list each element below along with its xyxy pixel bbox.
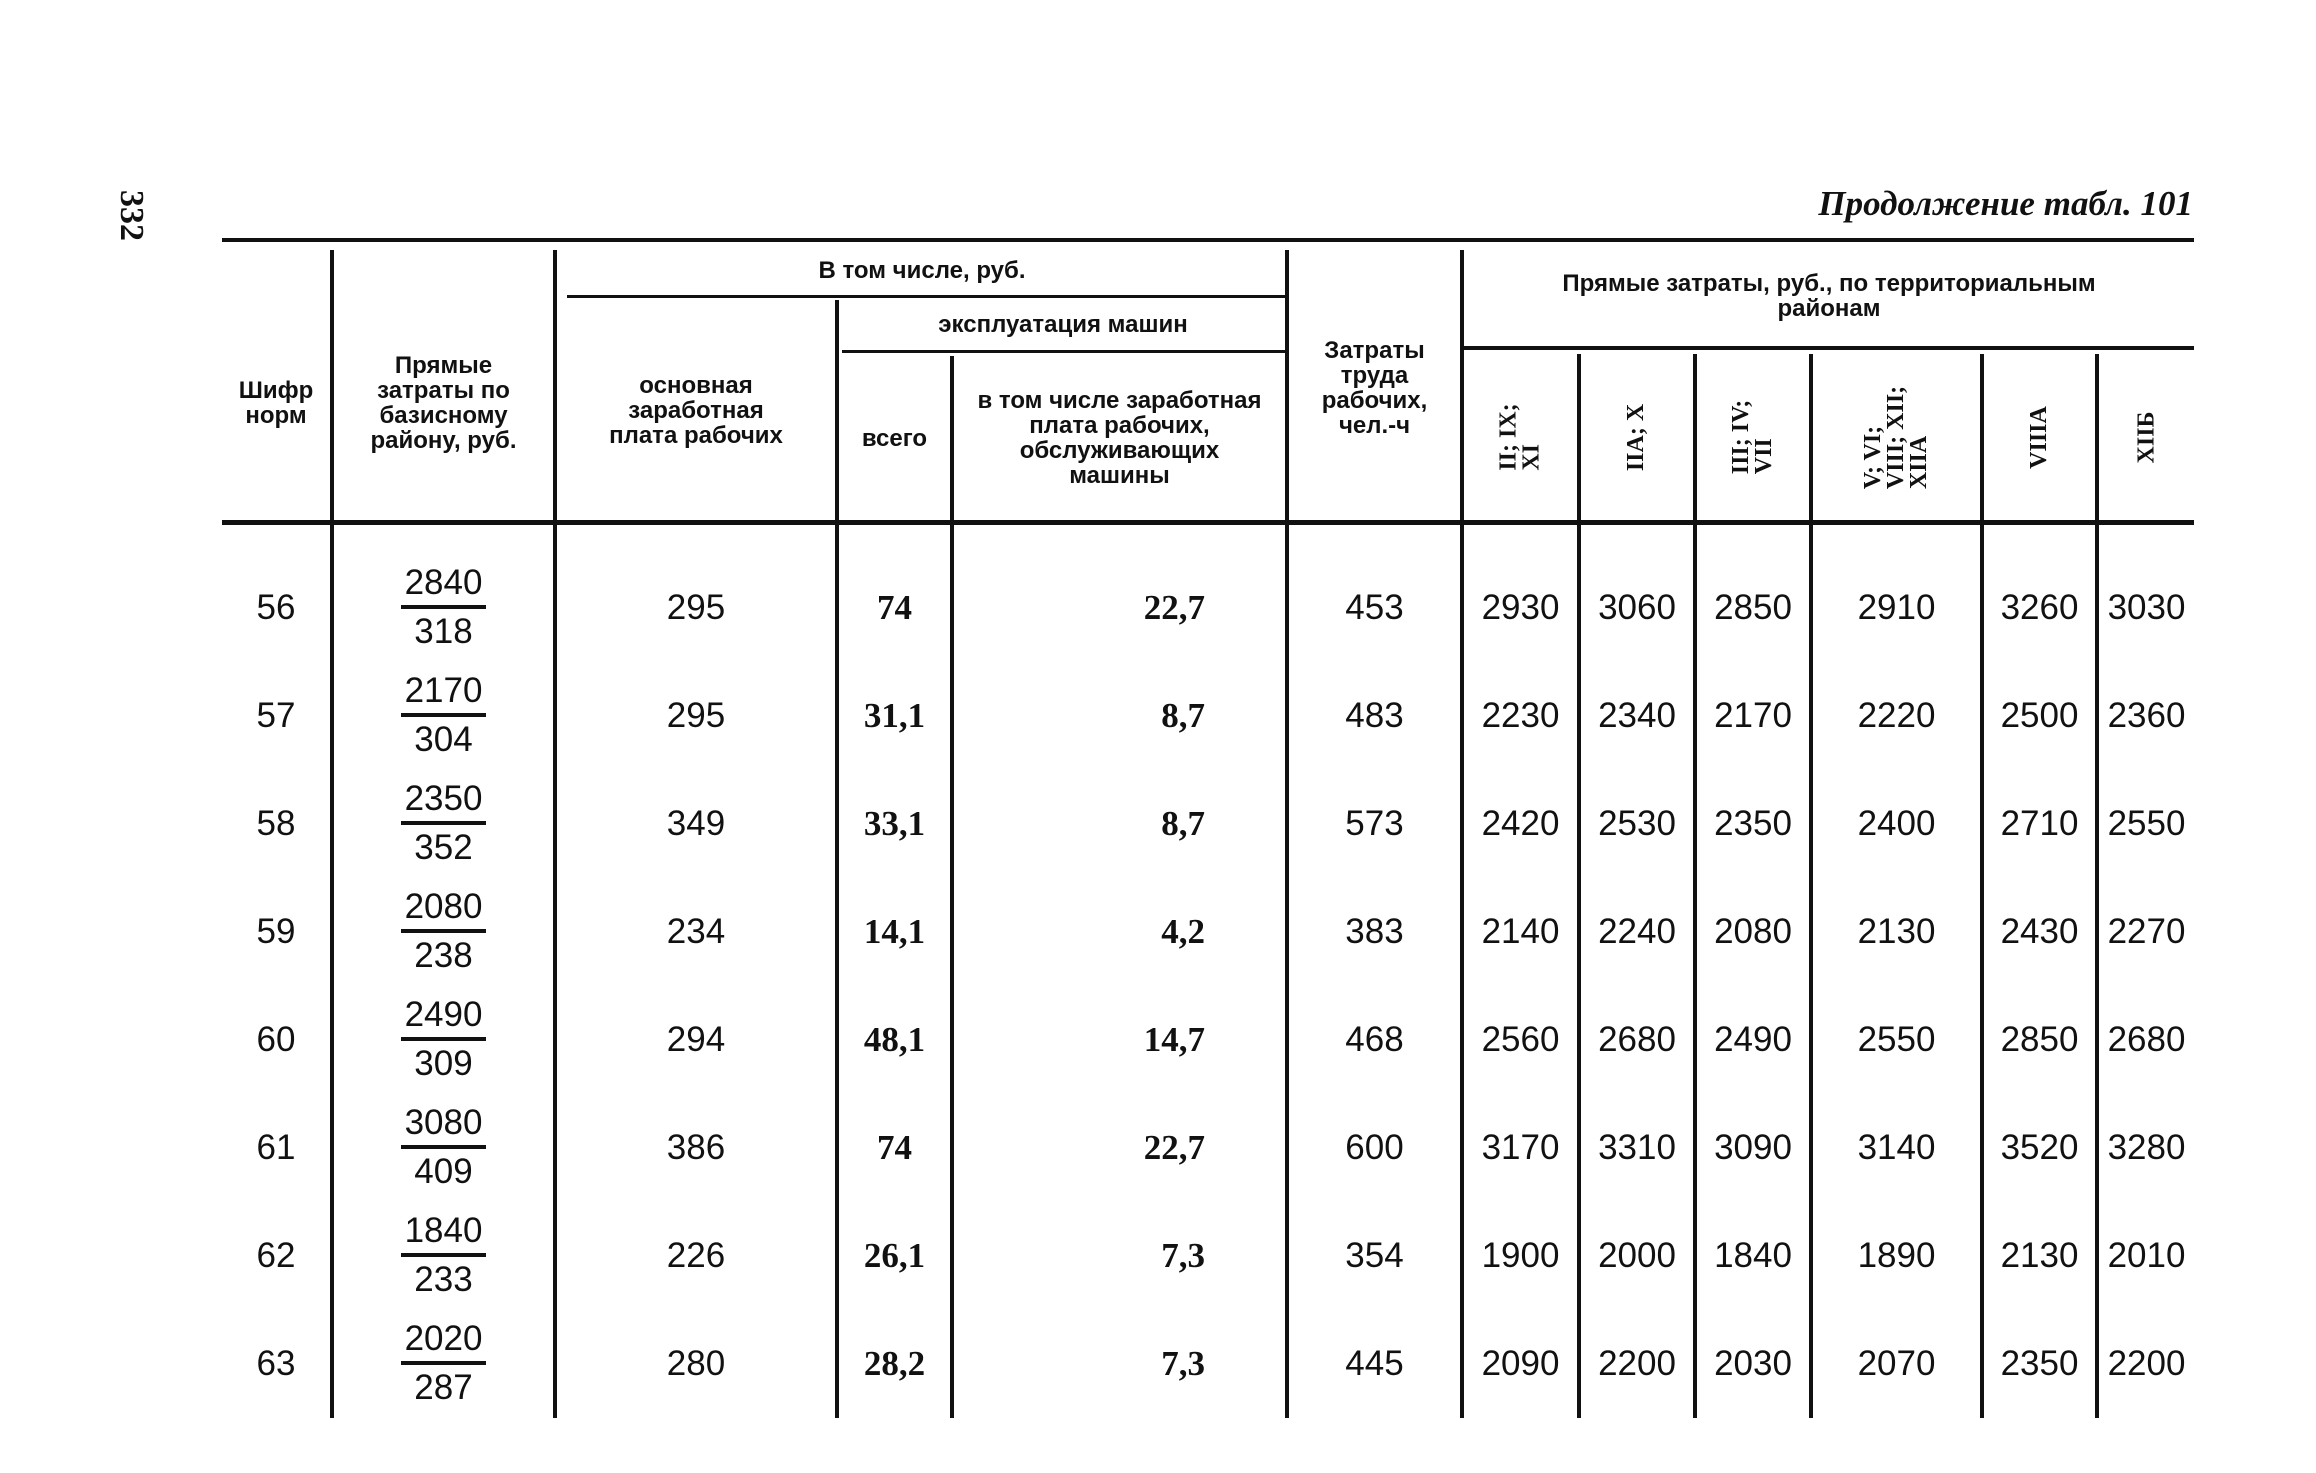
table-cell-labor: 453 xyxy=(1345,588,1404,627)
table-cell-regions-5: 2680 xyxy=(2107,1020,2186,1059)
header-regional: Прямые затраты, руб., по территориальным районам xyxy=(1562,270,2096,322)
table-cell-regions-2: 2030 xyxy=(1714,1344,1792,1383)
header-rule-machines xyxy=(842,350,1287,353)
table-cell-regions-4: 3520 xyxy=(2000,1128,2079,1167)
table-cell-regions-4: 2130 xyxy=(2000,1236,2079,1275)
table-cell-code: 63 xyxy=(256,1344,296,1383)
table-cell-regions-1: 2340 xyxy=(1598,696,1676,735)
header-labor: Затраты труда рабочих, чел.-ч xyxy=(1321,337,1428,439)
header-rule-regional xyxy=(1464,346,2194,350)
table-cell-regions-3: 2130 xyxy=(1857,912,1936,951)
base-cost-fraction xyxy=(334,777,553,871)
table-cell-regions-4: 2350 xyxy=(2000,1344,2079,1383)
table-cell-regions-4: 3260 xyxy=(2000,588,2079,627)
table-cell-regions-5: 2270 xyxy=(2107,912,2186,951)
fraction-numerator: 1840 xyxy=(401,1209,487,1257)
table-cell-labor: 445 xyxy=(1345,1344,1404,1383)
table-cell-regions-2: 1840 xyxy=(1714,1236,1792,1275)
table-cell-regions-3: 2910 xyxy=(1857,588,1936,627)
region-header: VIIIA xyxy=(2026,405,2052,469)
header-direct-base: Прямые затраты по базисному району, руб. xyxy=(370,352,517,454)
fraction-numerator: 2170 xyxy=(401,669,487,717)
table-cell-code: 56 xyxy=(256,588,296,627)
table-cell-regions-4: 2500 xyxy=(2000,696,2079,735)
table-cell-code: 61 xyxy=(256,1128,296,1167)
table-cell-regions-1: 2530 xyxy=(1598,804,1676,843)
fraction-numerator: 2020 xyxy=(401,1317,487,1365)
table-cell-regions-2: 2080 xyxy=(1714,912,1792,951)
table-cell-total: 26,1 xyxy=(863,1236,926,1275)
table-cell-total: 31,1 xyxy=(863,696,926,735)
table-cell-wage: 280 xyxy=(666,1344,726,1383)
table-cell-wage: 226 xyxy=(666,1236,726,1275)
table-cell-regions-3: 3140 xyxy=(1857,1128,1936,1167)
table-cell-regions-3: 2220 xyxy=(1857,696,1936,735)
header-rule-including xyxy=(567,295,1287,298)
base-cost-fraction xyxy=(334,1101,553,1195)
table-cell-code: 62 xyxy=(256,1236,296,1275)
table-cell-regions-1: 2000 xyxy=(1598,1236,1676,1275)
table-cell-regions-5: 2360 xyxy=(2107,696,2186,735)
region-header: V; VI; VIII; XII; XIIA xyxy=(1859,385,1932,489)
table-cell-wage: 386 xyxy=(666,1128,726,1167)
base-cost-fraction xyxy=(334,885,553,979)
table-cell-wage: 234 xyxy=(666,912,726,951)
table-cell-regions-1: 3310 xyxy=(1598,1128,1676,1167)
table-cell-machine_wage: 7,3 xyxy=(1161,1344,1205,1383)
fraction-denominator: 233 xyxy=(414,1260,473,1299)
table-cell-total: 33,1 xyxy=(863,804,926,843)
table-cell-machine_wage: 14,7 xyxy=(1143,1020,1205,1059)
header-bottom-rule xyxy=(222,520,2194,525)
table-cell-regions-2: 2350 xyxy=(1714,804,1792,843)
table-cell-regions-5: 3030 xyxy=(2107,588,2186,627)
table-cell-total: 48,1 xyxy=(863,1020,926,1059)
fraction-numerator: 2080 xyxy=(401,885,487,933)
table-cell-total: 28,2 xyxy=(863,1344,926,1383)
header-total: всего xyxy=(861,424,928,452)
region-header: XIIБ xyxy=(2132,411,2159,463)
region-header: IIA; X xyxy=(1623,403,1650,471)
table-cell-wage: 294 xyxy=(666,1020,726,1059)
table-cell-regions-0: 3170 xyxy=(1481,1128,1560,1167)
table-cell-regions-3: 2400 xyxy=(1857,804,1936,843)
fraction-denominator: 309 xyxy=(414,1044,473,1083)
region-header: II; IX; XI xyxy=(1495,403,1545,471)
fraction-denominator: 409 xyxy=(414,1152,473,1191)
table-cell-wage: 295 xyxy=(666,696,726,735)
table-cell-code: 58 xyxy=(256,804,296,843)
table-cell-regions-1: 2680 xyxy=(1598,1020,1676,1059)
header-including: В том числе, руб. xyxy=(818,256,1026,284)
table-cell-labor: 573 xyxy=(1345,804,1404,843)
table-cell-total: 74 xyxy=(877,588,912,627)
table-cell-labor: 600 xyxy=(1345,1128,1404,1167)
table-cell-machine_wage: 22,7 xyxy=(1143,588,1205,627)
table-cell-total: 74 xyxy=(877,1128,912,1167)
table-cell-machine_wage: 7,3 xyxy=(1161,1236,1205,1275)
table-cell-regions-3: 1890 xyxy=(1857,1236,1936,1275)
table-cell-regions-0: 2090 xyxy=(1481,1344,1560,1383)
fraction-denominator: 304 xyxy=(414,720,473,759)
table-cell-code: 60 xyxy=(256,1020,296,1059)
base-cost-fraction xyxy=(334,561,553,655)
region-header: III; IV; VII xyxy=(1727,399,1777,475)
table-cell-regions-2: 2850 xyxy=(1714,588,1792,627)
table-cell-regions-5: 2550 xyxy=(2107,804,2186,843)
table-cell-labor: 483 xyxy=(1345,696,1404,735)
table-cell-regions-4: 2710 xyxy=(2000,804,2079,843)
table-cell-regions-1: 2240 xyxy=(1598,912,1676,951)
table-cell-regions-3: 2070 xyxy=(1857,1344,1936,1383)
table-cell-machine_wage: 8,7 xyxy=(1161,804,1205,843)
fraction-denominator: 238 xyxy=(414,936,473,975)
table-caption: Продолжение табл. 101 xyxy=(1818,184,2193,223)
header-machine-wage: в том числе заработная плата рабочих, обслуживающих машины xyxy=(977,387,1262,489)
fraction-denominator: 352 xyxy=(414,828,473,867)
table-cell-regions-2: 2490 xyxy=(1714,1020,1792,1059)
table-cell-regions-0: 2140 xyxy=(1481,912,1560,951)
base-cost-fraction xyxy=(334,993,553,1087)
table-cell-labor: 354 xyxy=(1345,1236,1404,1275)
table-cell-labor: 383 xyxy=(1345,912,1404,951)
table-cell-regions-5: 3280 xyxy=(2107,1128,2186,1167)
fraction-numerator: 2350 xyxy=(401,777,487,825)
fraction-denominator: 287 xyxy=(414,1368,473,1407)
fraction-denominator: 318 xyxy=(414,612,473,651)
header-base-wage: основная заработная плата рабочих xyxy=(609,371,783,449)
table-cell-regions-0: 2560 xyxy=(1481,1020,1560,1059)
fraction-numerator: 3080 xyxy=(401,1101,487,1149)
table-cell-wage: 295 xyxy=(666,588,726,627)
table-cell-regions-1: 2200 xyxy=(1598,1344,1676,1383)
table-cell-machine_wage: 4,2 xyxy=(1161,912,1205,951)
table-cell-regions-2: 2170 xyxy=(1714,696,1792,735)
table-cell-regions-2: 3090 xyxy=(1714,1128,1792,1167)
table-cell-wage: 349 xyxy=(666,804,726,843)
header-code: Шифр норм xyxy=(238,377,314,429)
cost-table xyxy=(222,238,2194,1418)
fraction-numerator: 2490 xyxy=(401,993,487,1041)
table-cell-code: 57 xyxy=(256,696,296,735)
table-cell-regions-5: 2010 xyxy=(2107,1236,2186,1275)
table-cell-regions-0: 1900 xyxy=(1481,1236,1560,1275)
table-cell-regions-3: 2550 xyxy=(1857,1020,1936,1059)
table-cell-regions-5: 2200 xyxy=(2107,1344,2186,1383)
fraction-numerator: 2840 xyxy=(401,561,487,609)
base-cost-fraction xyxy=(334,1317,553,1411)
base-cost-fraction xyxy=(334,1209,553,1303)
table-cell-regions-0: 2930 xyxy=(1481,588,1560,627)
page-number: 332 xyxy=(113,190,150,241)
table-cell-total: 14,1 xyxy=(863,912,926,951)
table-cell-labor: 468 xyxy=(1345,1020,1404,1059)
table-cell-regions-4: 2430 xyxy=(2000,912,2079,951)
table-cell-regions-0: 2230 xyxy=(1481,696,1560,735)
table-cell-regions-0: 2420 xyxy=(1481,804,1560,843)
table-cell-regions-1: 3060 xyxy=(1598,588,1676,627)
table-cell-machine_wage: 8,7 xyxy=(1161,696,1205,735)
base-cost-fraction xyxy=(334,669,553,763)
header-machine-operation: эксплуатация машин xyxy=(938,310,1188,338)
table-cell-code: 59 xyxy=(256,912,296,951)
table-cell-regions-4: 2850 xyxy=(2000,1020,2079,1059)
top-rule xyxy=(222,238,2194,242)
table-cell-machine_wage: 22,7 xyxy=(1143,1128,1205,1167)
